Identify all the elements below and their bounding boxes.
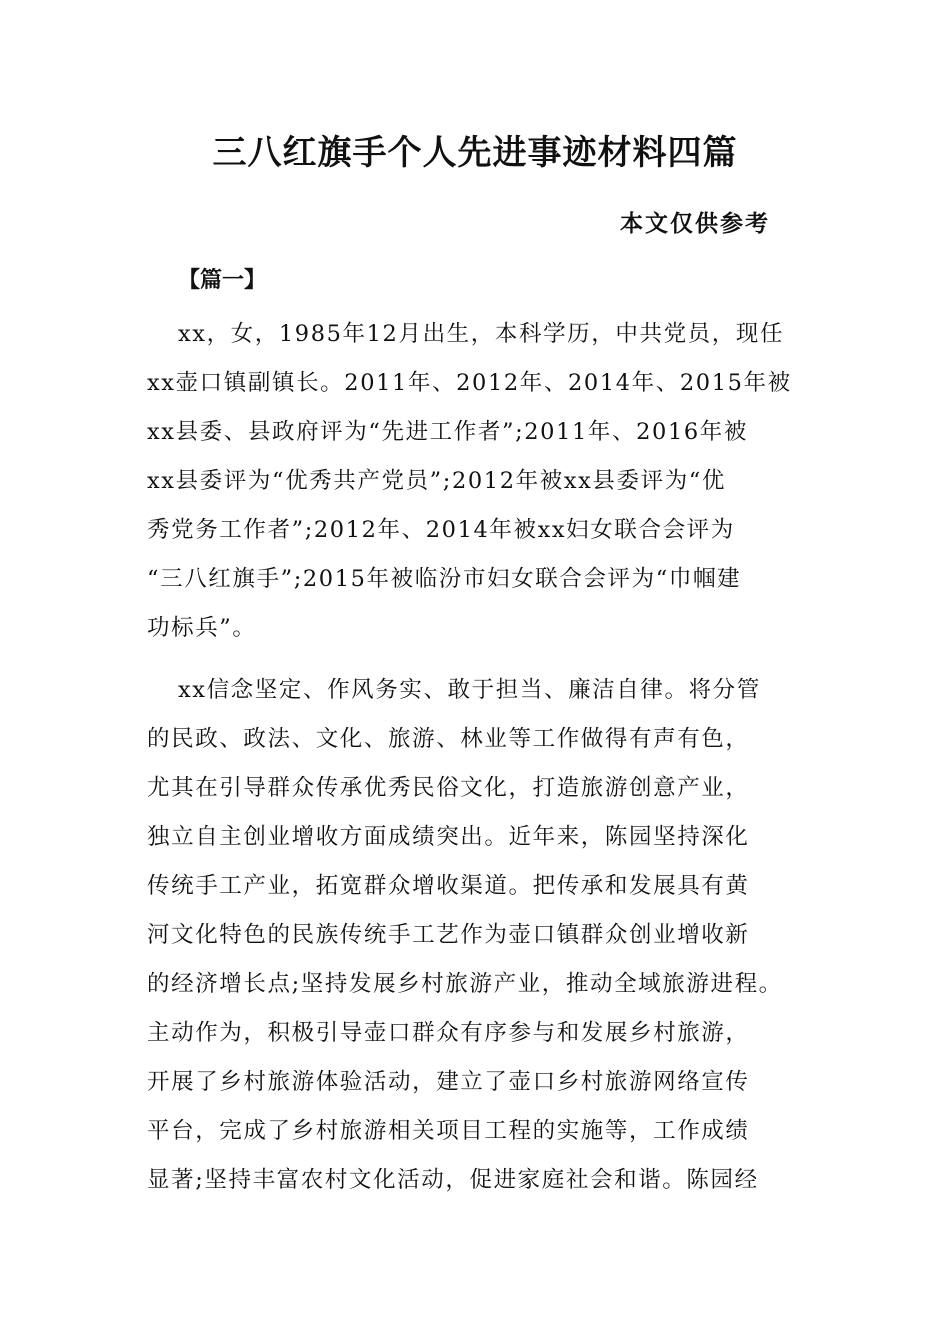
text-line: 显著;坚持丰富农村文化活动，促进家庭社会和谐。陈园经 xyxy=(147,1167,759,1193)
text-line: xx县委评为“优秀共产党员”;2012年被xx县委评为“优 xyxy=(147,468,727,494)
text-line: 主动作为，积极引导壶口群众有序参与和发展乡村旅游， xyxy=(147,1020,750,1046)
text-line: 开展了乡村旅游体验活动，建立了壶口乡村旅游网络宣传 xyxy=(147,1069,750,1095)
text-line: xx县委、县政府评为“先进工作者”;2011年、2016年被 xyxy=(147,419,748,445)
paragraph-1 xyxy=(147,310,837,653)
text-line: 独立自主创业增收方面成绩突出。近年来，陈园坚持深化 xyxy=(147,824,750,850)
text-line: xx信念坚定、作风务实、敢于担当、廉洁自律。将分管 xyxy=(178,677,761,703)
text-line: 传统手工产业，拓宽群众增收渠道。把传承和发展具有黄 xyxy=(147,873,750,899)
text-line: xx壶口镇副镇长。2011年、2012年、2014年、2015年被 xyxy=(147,370,792,396)
text-line: 河文化特色的民族传统手工艺作为壶口镇群众创业增收新 xyxy=(147,922,750,948)
text-line: 的民政、政法、文化、旅游、林业等工作做得有声有色， xyxy=(147,726,750,752)
text-line: 平台，完成了乡村旅游相关项目工程的实施等，工作成绩 xyxy=(147,1118,750,1144)
section-heading: 【篇一】 xyxy=(178,267,267,293)
text-line: 秀党务工作者”;2012年、2014年被xx妇女联合会评为 xyxy=(147,517,735,543)
text-line: “三八红旗手”;2015年被临汾市妇女联合会评为“巾帼建 xyxy=(147,566,742,592)
document-title: 三八红旗手个人先进事迹材料四篇 xyxy=(212,133,738,173)
paragraph-2 xyxy=(147,666,837,1205)
text-line: xx，女，1985年12月出生，本科学历，中共党员，现任 xyxy=(178,321,785,347)
text-line: 尤其在引导群众传承优秀民俗文化，打造旅游创意产业， xyxy=(147,775,750,801)
text-line: 功标兵”。 xyxy=(147,615,257,641)
reference-note: 本文仅供参考 xyxy=(620,210,770,237)
text-line: 的经济增长点;坚持发展乡村旅游产业，推动全域旅游进程。 xyxy=(147,971,783,997)
